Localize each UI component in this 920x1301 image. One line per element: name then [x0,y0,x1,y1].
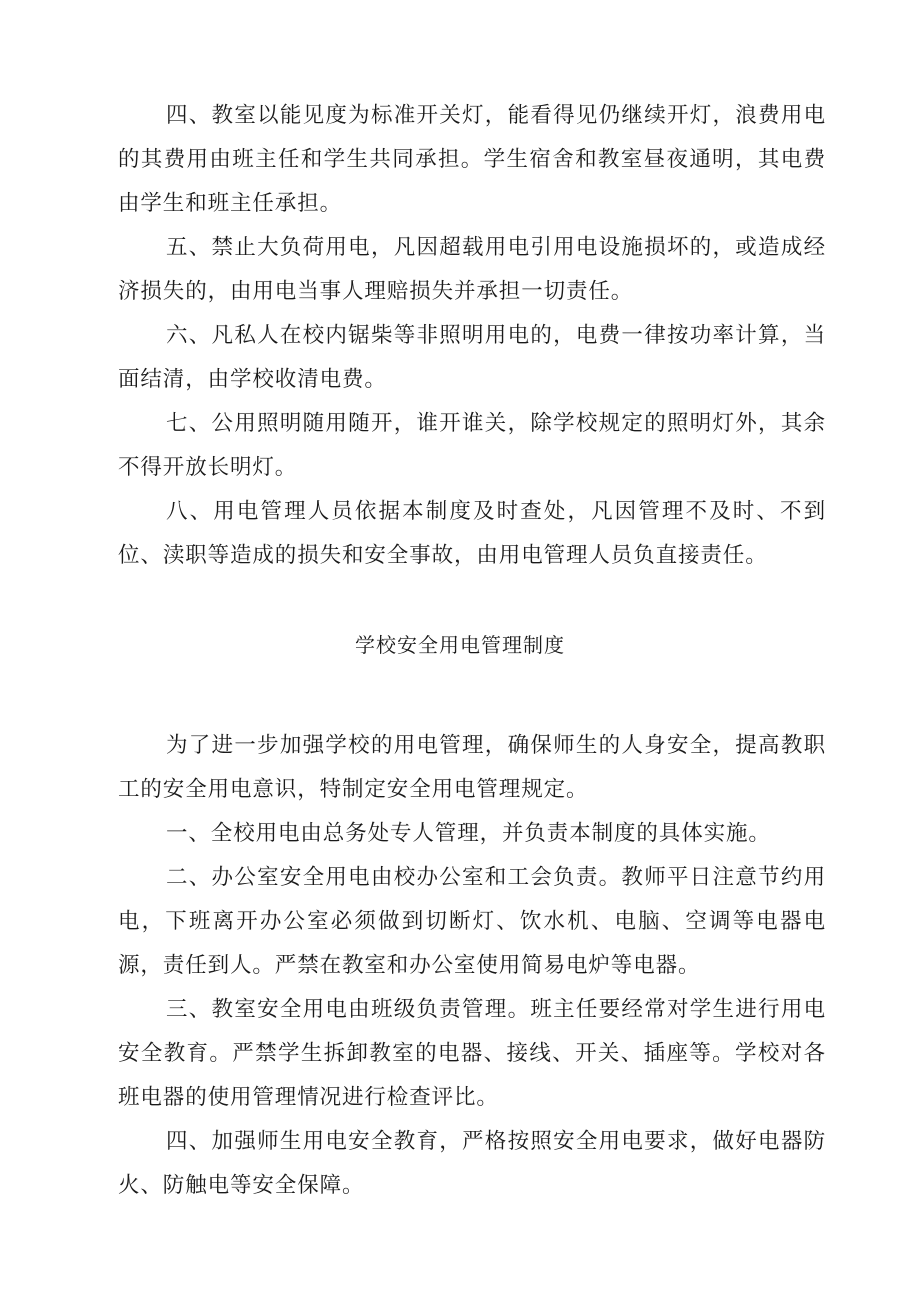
paragraph-rule-6-private-use: 六、凡私人在校内锯柴等非照明用电的，电费一律按功率计算，当面结清，由学校收清电费。 [118,323,826,392]
paragraph-rule-4-lighting: 四、教室以能见度为标准开关灯，能看得见仍继续开灯，浪费用电的其费用由班主任和学生共同承担。学生宿舍和教室昼夜通明，其电费由学生和班主任承担。 [118,103,826,216]
paragraph-intro: 为了进一步加强学校的用电管理，确保师生的人身安全，提高教职工的安全用电意识，特制定安全用电管理规定。 [118,733,826,802]
paragraph-rule-7-public-lighting: 七、公用照明随用随开，谁开谁关，除学校规定的照明灯外，其余不得开放长明灯。 [118,411,826,480]
document-title: 学校安全用电管理制度 [355,633,565,657]
paragraph-rule-1: 一、全校用电由总务处专人管理，并负责本制度的具体实施。 [166,821,771,846]
paragraph-rule-2: 二、办公室安全用电由校办公室和工会负责。教师平日注意节约用电，下班离开办公室必须做到切断灯、饮水机、电脑、空调等电器电源，责任到人。严禁在教室和办公室使用简易电炉等电器。 [118,865,826,978]
paragraph-rule-3: 三、教室安全用电由班级负责管理。班主任要经常对学生进行用电安全教育。严禁学生拆卸教室的电器、接线、开关、插座等。学校对各班电器的使用管理情况进行检查评比。 [118,997,826,1110]
paragraph-rule-5-overload: 五、禁止大负荷用电，凡因超载用电引用电设施损坏的，或造成经济损失的，由用电当事人理赔损失并承担一切责任。 [118,235,826,304]
paragraph-rule-8-responsibility: 八、用电管理人员依据本制度及时查处，凡因管理不及时、不到位、渎职等造成的损失和安全事故，由用电管理人员负直接责任。 [118,499,826,568]
paragraph-rule-4-education: 四、加强师生用电安全教育，严格按照安全用电要求，做好电器防火、防触电等安全保障。 [118,1129,826,1198]
